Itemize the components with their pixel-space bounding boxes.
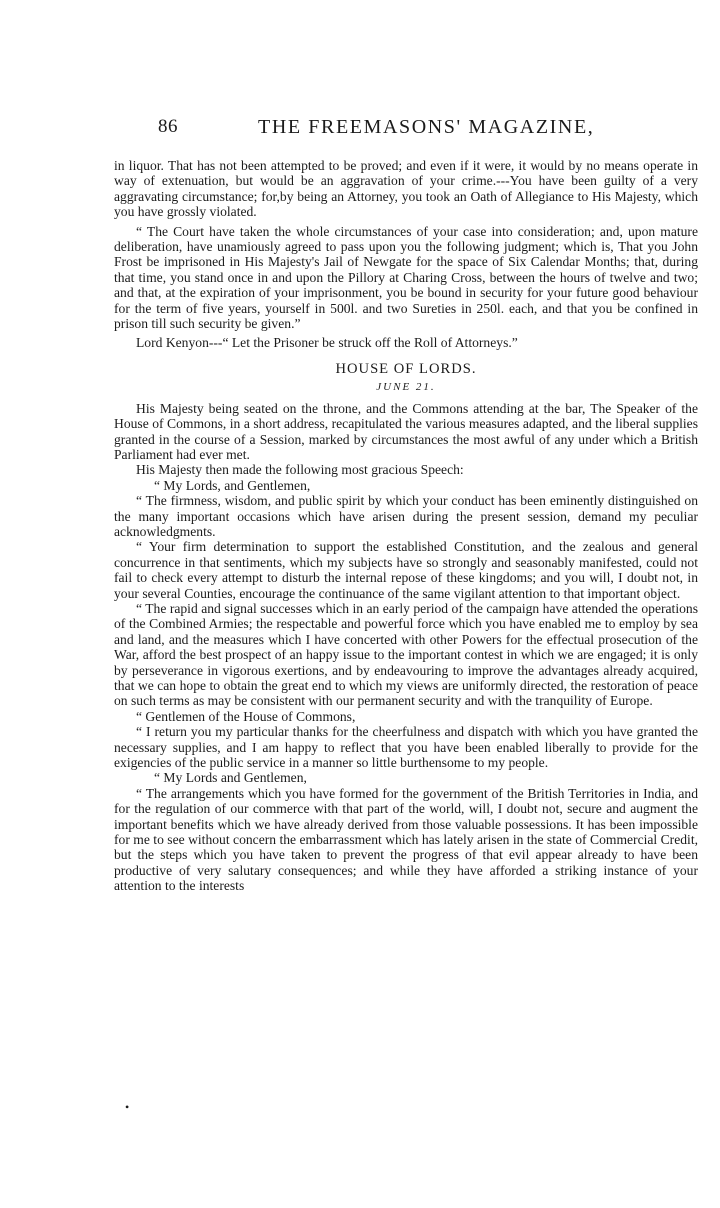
paragraph-constitution: “ Your firm determination to support the established Constitution, and the zealous and general concurrence in that sentiments, which my subjects have so strongly and seasonably manifested, could not fail to check every attempt to disturb the internal repose of these kingdoms; and you will, I doubt not, in your several Counties, encourage the continuance of the same vigilant attention to that important object.	[114, 539, 698, 601]
stray-ink-mark: •	[125, 1100, 130, 1114]
paragraph-campaign: “ The rapid and signal successes which in an early period of the campaign have attended the operations of the Combined Armies; the respectable and powerful force which you have enabled me to employ by sea and land, and the measures which I have concerted with other Powers for the effectual prosecution of the War, afford the best prospect of an happy issue to the important contest in which we are engaged; it is only by perseverance in vigorous exertions, and by endeavouring to improve the advantages already acquired, that we can hope to obtain the great end to which my views are uniformly directed, the restoration of peace on such terms as may be consistent with our permanent security and with the tranquility of Europe.	[114, 600, 698, 709]
running-title: THE FREEMASONS' MAGAZINE,	[258, 116, 595, 138]
dateline: JUNE 21.	[376, 381, 436, 394]
paragraph-india-commerce: “ The arrangements which you have formed for the government of the British Territories in India, and for the regulation of our commerce with that part of the world, will, I doubt not, secure and augment the important benefits which we have already derived from those valuable possessions. It has been impossible for me to see without concern the embarrassment which has lately arisen in the state of Commercial Credit, but the steps which you have taken to prevent the progress of that evil appear already to have been productive of very salutary consequences; and while they have afforded a striking instance of your attention to the interests	[114, 785, 698, 894]
salutation-lords-gentlemen-2: “ My Lords and Gentlemen,	[154, 770, 307, 786]
body-text	[114, 158, 698, 894]
salutation-lords-gentlemen: “ My Lords, and Gentlemen,	[154, 477, 311, 493]
paragraph-speaker-address: His Majesty being seated on the throne, and the Commons attending at the bar, The Speaker of the House of Commons, in a short address, recapitulated the various measures adapted, and the liberal supplies granted in the course of a Session, marked by circumstances the most awful of any under which a British Parliament had ever met.	[114, 400, 698, 462]
paragraph-firmness: “ The firmness, wisdom, and public spirit by which your conduct has been eminently distinguished on the many important occasions which have arisen during the present session, demand my peculiar acknowledgments.	[114, 493, 698, 539]
section-heading: HOUSE OF LORDS.	[335, 360, 477, 377]
page-header	[158, 116, 694, 146]
salutation-commons: “ Gentlemen of the House of Commons,	[136, 708, 356, 724]
paragraph-supplies: “ I return you my particular thanks for the cheerfulness and dispatch with which you have granted the necessary supplies, and I am happy to reflect that you have been enabled liberally to provide for the exigencies of the public service in a manner so little burthensome to my people.	[114, 724, 698, 771]
paragraph-court-judgment: “ The Court have taken the whole circumstances of your case into consideration; and, upon mature deliberation, have unamiously agreed to pass upon you the following judgment; which is, That you John Frost be imprisoned in His Majesty's Jail of Newgate for the space of Six Calendar Months; that, during that time, you stand once in and upon the Pillory at Charing Cross, between the hours of twelve and two; and that, at the expiration of your imprisonment, you be bound in security for your future good behaviour for the term of five years, yourself in 500l. and two Sureties in 250l. each, and that you be confined in prison till such security be given.”	[114, 223, 698, 332]
paragraph-speech-intro: His Majesty then made the following most gracious Speech:	[136, 462, 464, 478]
paragraph-lord-kenyon: Lord Kenyon---“ Let the Prisoner be struck off the Roll of Attorneys.”	[136, 335, 518, 351]
page-number: 86	[158, 116, 178, 137]
paragraph-sentence-continuation: in liquor. That has not been attempted to be proved; and even if it were, it would by no means operate in way of extenuation, but would be an aggravation of your crime.---You have been guilty of a very aggravating circumstance; for,by being an Attorney, you took an Oath of Allegiance to His Majesty, which you have grossly violated.	[114, 158, 698, 220]
